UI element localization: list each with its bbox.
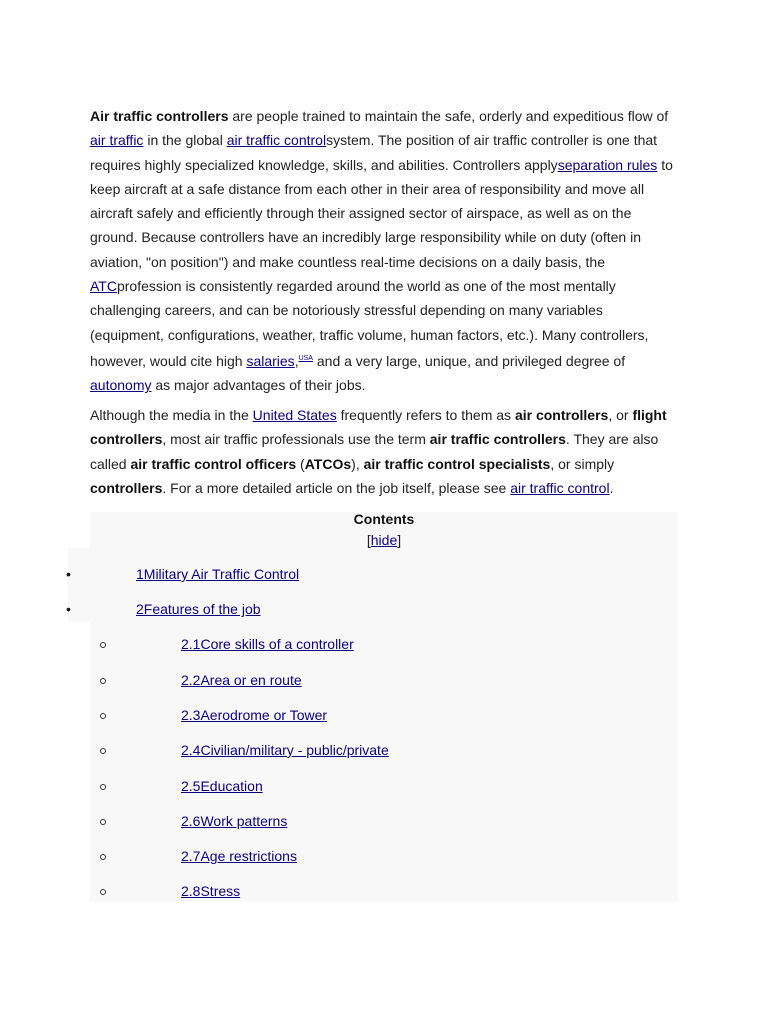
terminology-paragraph — [90, 403, 680, 500]
bold-term: flight controllers — [90, 407, 667, 448]
intro-paragraph — [90, 104, 680, 398]
toc-item-civilian-military[interactable]: 2.4Civilian/military - public/private — [181, 742, 389, 758]
bold-term: ATCOs — [304, 455, 352, 472]
usa-citation-link[interactable]: USA — [298, 354, 313, 362]
link-atc[interactable]: ATC — [90, 278, 117, 295]
paragraph-text: and a very large, unique, and privileged degree of — [312, 352, 626, 369]
toc-item-military-atc[interactable]: 1Military Air Traffic Control — [136, 566, 300, 582]
circle-bullet-icon — [100, 854, 106, 860]
toc-item-work-patterns[interactable]: 2.6Work patterns — [181, 813, 288, 829]
link-air-traffic-control-article[interactable]: air traffic control — [510, 479, 610, 496]
bold-term: air traffic controllers — [429, 431, 566, 448]
circle-bullet-icon — [100, 713, 106, 719]
link-salaries[interactable]: salaries — [246, 352, 295, 369]
toc-item-core-skills[interactable]: 2.1Core skills of a controller — [181, 636, 354, 652]
link-separation-rules[interactable]: separation rules — [557, 156, 658, 173]
toc-item-area-en-route[interactable]: 2.2Area or en route — [181, 672, 302, 688]
circle-bullet-icon — [100, 678, 106, 684]
bracket-open: [ — [366, 532, 371, 548]
bold-term: Air traffic controllers — [90, 108, 229, 124]
link-autonomy[interactable]: autonomy — [90, 377, 152, 394]
bold-term: air traffic control specialists — [363, 455, 551, 472]
toc-item-education[interactable]: 2.5Education — [181, 778, 263, 794]
paragraph-text: system. The position of air traffic controller is one that requires highly specialized knowledge, skills, and abilities. Controllers apply — [90, 132, 658, 173]
bullet-icon: • — [66, 566, 71, 582]
circle-bullet-icon — [100, 819, 106, 825]
bullet-icon: • — [66, 601, 71, 617]
circle-bullet-icon — [100, 784, 106, 790]
circle-bullet-icon — [100, 889, 106, 895]
paragraph-text: , — [294, 352, 299, 369]
toc-background — [98, 630, 100, 902]
toc-item-features[interactable]: 2Features of the job — [136, 601, 261, 617]
paragraph-text: , or simply — [550, 455, 615, 472]
toc-item-age-restrictions[interactable]: 2.7Age restrictions — [181, 848, 297, 864]
paragraph-text: ( — [296, 455, 305, 472]
link-air-traffic[interactable]: air traffic — [90, 132, 144, 149]
paragraph-text: , most air traffic professionals use the term — [162, 431, 430, 448]
bold-term: air controllers — [514, 407, 609, 423]
link-united-states[interactable]: United States — [252, 407, 337, 423]
paragraph-text: frequently refers to them as — [336, 407, 515, 423]
paragraph-text: . For a more detailed article on the job itself, please see — [162, 479, 511, 496]
paragraph-text: in the global — [143, 132, 227, 149]
paragraph-text: Although the media in the — [90, 407, 253, 423]
circle-bullet-icon — [100, 748, 106, 754]
circle-bullet-icon — [100, 642, 106, 648]
toc-hide-control — [90, 532, 678, 548]
toc-item-stress[interactable]: 2.8Stress — [181, 883, 241, 899]
paragraph-text: . — [609, 479, 614, 496]
paragraph-text: . They are also called — [90, 431, 659, 472]
paragraph-text: are people trained to maintain the safe, orderly and expeditious flow of — [228, 108, 669, 124]
bold-term: controllers — [90, 479, 163, 496]
paragraph-text: to keep aircraft at a safe distance from each other in their area of responsibility and move all aircraft safely and efficiently through their assigned sector of airspace, as well as on the ground. Because controllers have an incredibly large responsibility while on duty (often in aviation, "on position") and make countless real-time decisions on a daily basis, the — [90, 156, 673, 270]
paragraph-text: as major advantages of their jobs. — [151, 377, 366, 394]
paragraph-text: , or — [608, 407, 633, 423]
bold-term: air traffic control officers — [130, 455, 297, 472]
toc-item-aerodrome[interactable]: 2.3Aerodrome or Tower — [181, 707, 328, 723]
toc-title: Contents — [353, 511, 415, 527]
paragraph-text: ), — [351, 455, 364, 472]
bracket-close: ] — [397, 532, 402, 548]
toc-hide-link[interactable]: hide — [370, 532, 398, 548]
toc-background — [68, 548, 90, 622]
paragraph-text: profession is consistently regarded around the world as one of the most mentally challenging careers, and can be notoriously stressful depending on many variables (equipment, configurations, weather, traffic volume, human factors, etc.). Many controllers, however, would cite high — [90, 278, 649, 369]
link-air-traffic-control[interactable]: air traffic control — [226, 132, 327, 149]
